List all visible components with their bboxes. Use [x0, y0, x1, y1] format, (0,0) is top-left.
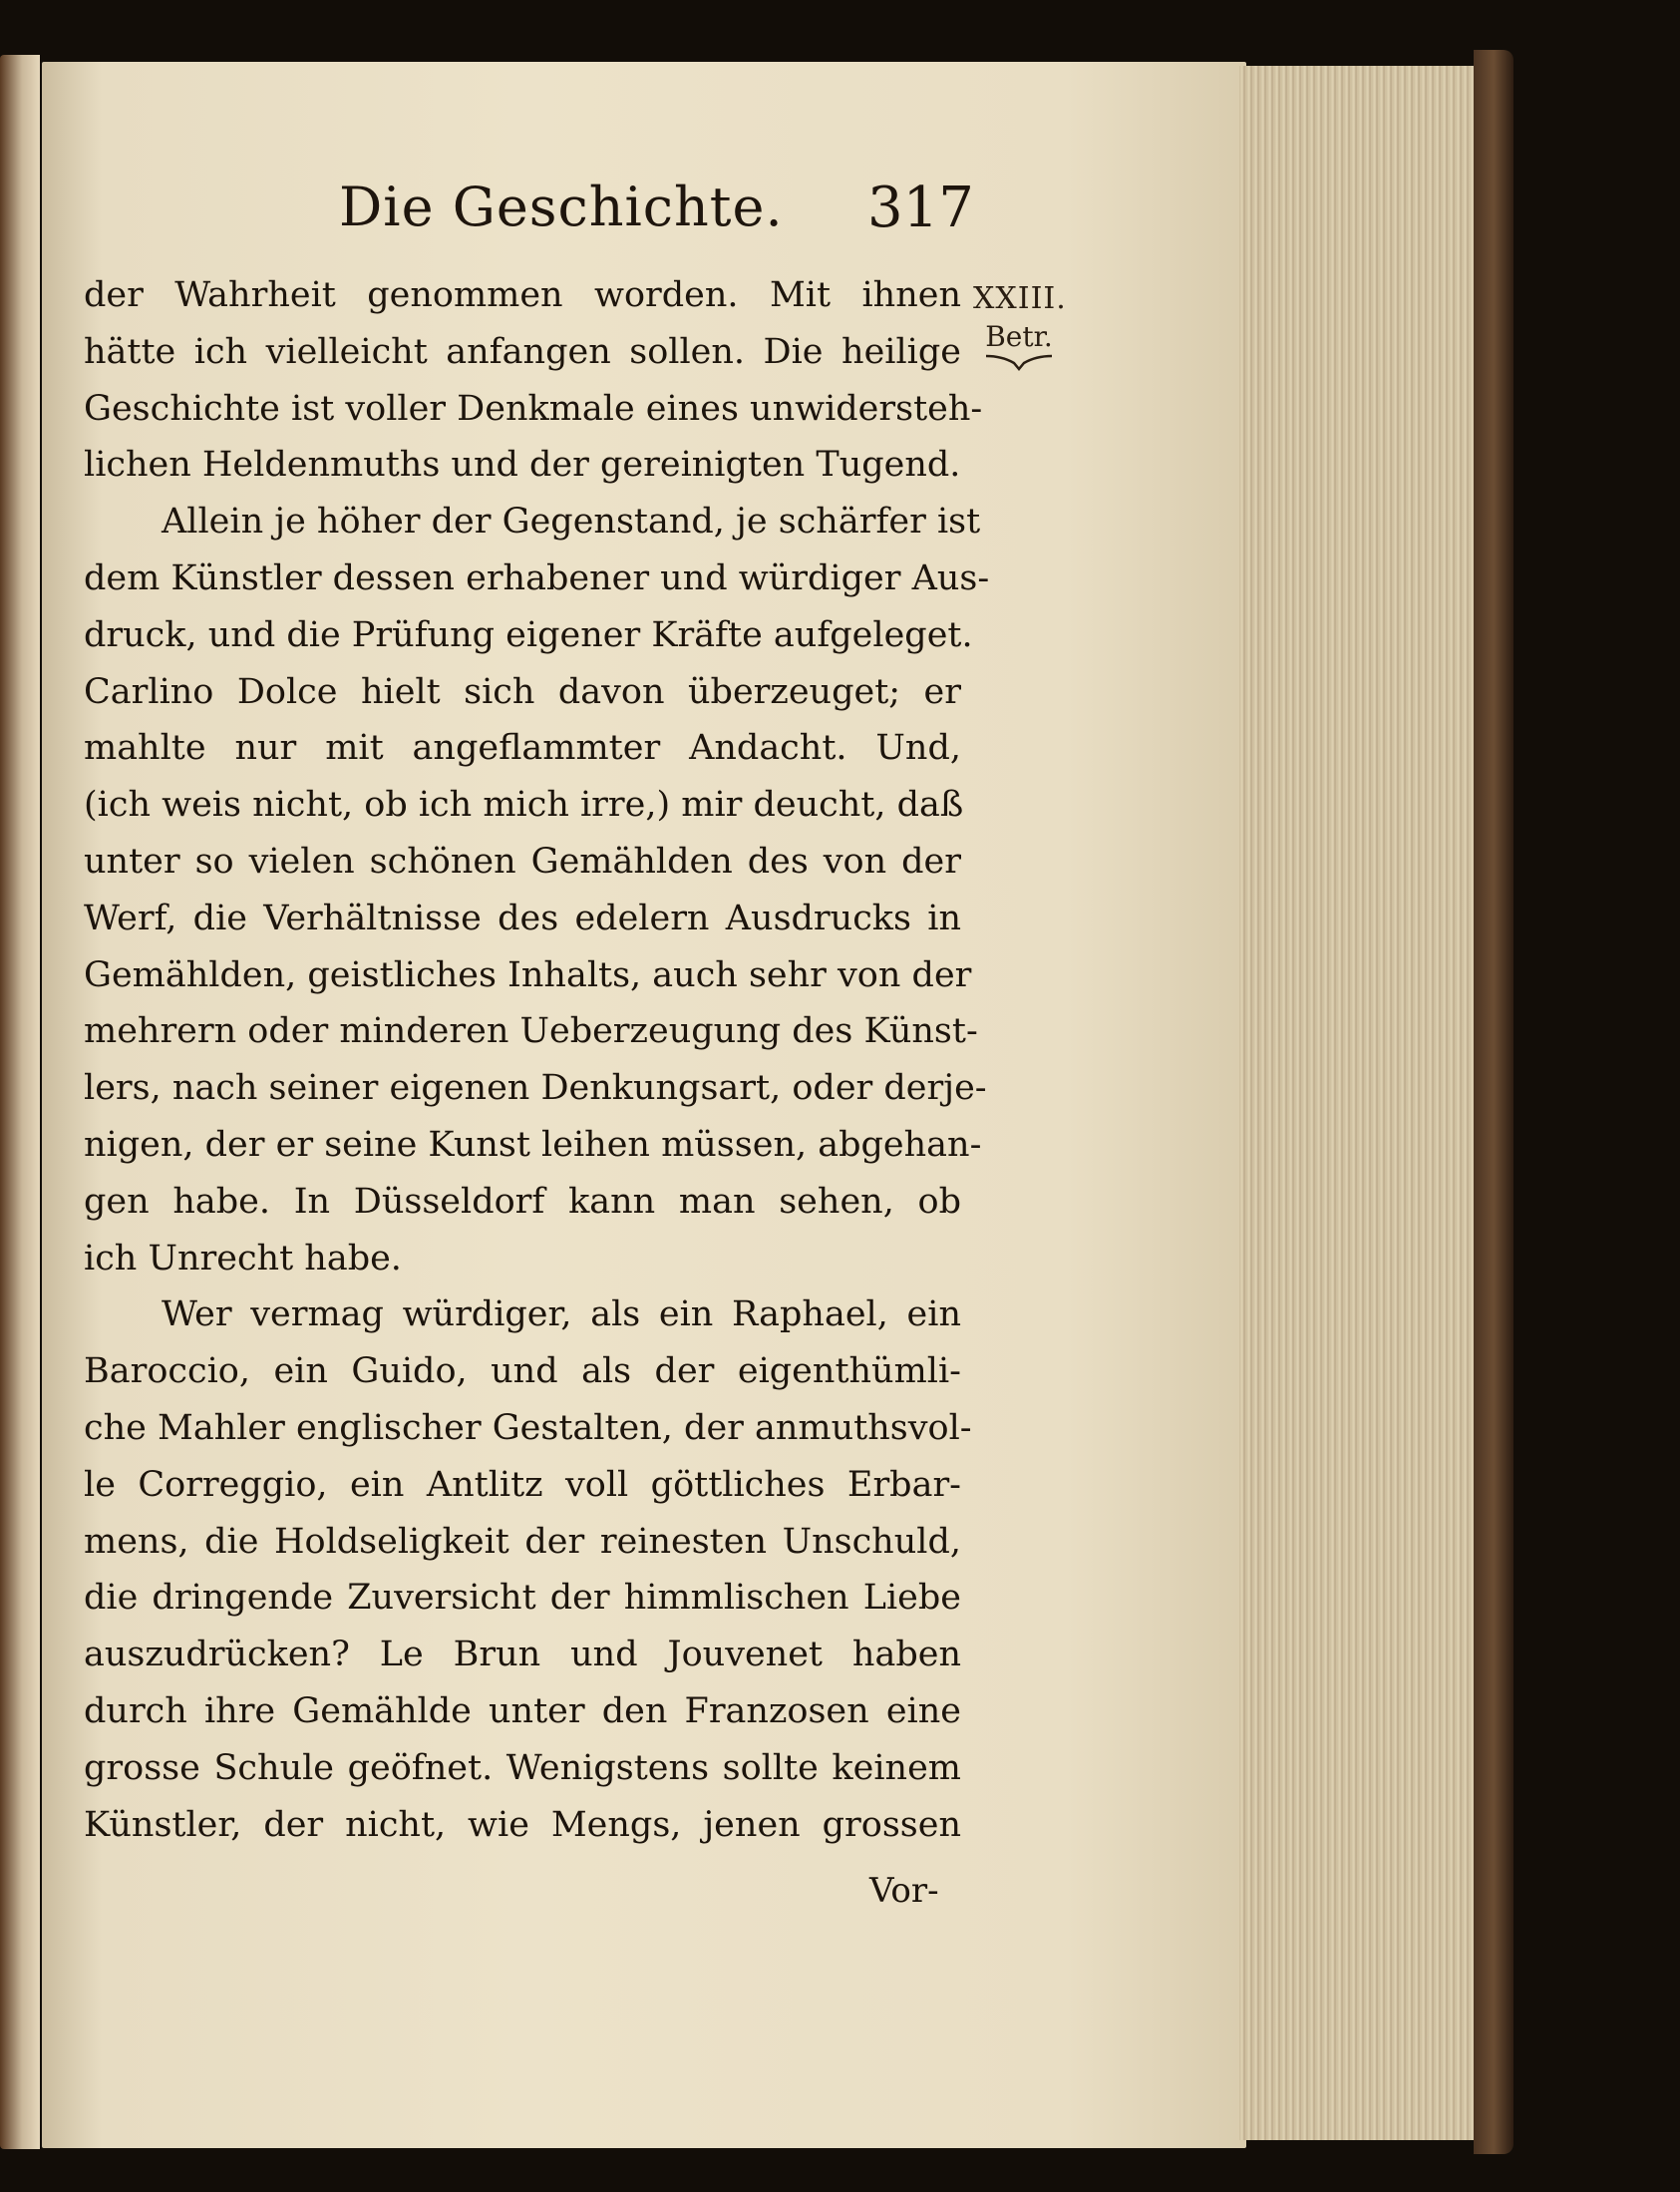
text-line: mens, die Holdseligkeit der reinesten Unschuld,: [84, 1521, 961, 1562]
page-number: 317: [867, 176, 974, 240]
page-block-edges: [1239, 66, 1485, 2140]
text-line: gen habe. In Düsseldorf kann man sehen, ob: [84, 1181, 961, 1222]
text-line: lichen Heldenmuths und der gereinigten Tugend.: [84, 445, 961, 486]
margin-note: [973, 281, 1065, 371]
margin-note-label: Betr.: [985, 320, 1053, 353]
book-cover-edge: [1474, 50, 1513, 2154]
text-line: ich Unrecht habe.: [84, 1238, 402, 1279]
text-line: grosse Schule geöfnet. Wenigstens sollte keinem: [84, 1747, 961, 1788]
text-line: le Correggio, ein Antlitz voll göttliches Erbar-: [84, 1464, 961, 1505]
previous-page-edge: [0, 55, 40, 2149]
brace-icon: [984, 353, 1054, 371]
text-line: druck, und die Prüfung eigener Kräfte aufgeleget.: [84, 614, 973, 655]
text-line: Allein je höher der Gegenstand, je schärfer ist: [162, 502, 981, 543]
text-line: Carlino Dolce hielt sich davon überzeuget; er: [84, 671, 961, 712]
text-line: dem Künstler dessen erhabener und würdiger Aus-: [84, 557, 990, 598]
text-line: Geschichte ist voller Denkmale eines unwidersteh-: [84, 388, 983, 429]
catchword: Vor-: [869, 1871, 939, 1911]
running-head: Die Geschichte.: [339, 176, 784, 238]
text-line: der Wahrheit genommen worden. Mit ihnen: [84, 275, 961, 315]
text-line: Gemählden, geistliches Inhalts, auch sehr von der: [84, 954, 972, 995]
text-line: durch ihre Gemählde unter den Franzosen eine: [84, 1690, 961, 1731]
text-line: die dringende Zuversicht der himmlischen Liebe: [84, 1578, 961, 1619]
text-line: auszudrücken? Le Brun und Jouvenet haben: [84, 1635, 961, 1675]
text-line: hätte ich vielleicht anfangen sollen. Die heilige: [84, 331, 961, 372]
text-line: Künstler, der nicht, wie Mengs, jenen grossen: [84, 1804, 961, 1845]
text-line: mehrern oder minderen Ueberzeugung des Künst-: [84, 1011, 978, 1052]
text-line: Werf, die Verhältnisse des edelern Ausdrucks in: [84, 898, 961, 938]
text-line: nigen, der er seine Kunst leihen müssen, abgehan-: [84, 1124, 982, 1165]
text-line: Wer vermag würdiger, als ein Raphael, ein: [162, 1294, 961, 1335]
text-line: unter so vielen schönen Gemählden des von der: [84, 841, 961, 882]
text-line: lers, nach seiner eigenen Denkungsart, oder derje-: [84, 1068, 987, 1109]
text-line: che Mahler englischer Gestalten, der anmuthsvol-: [84, 1407, 972, 1448]
text-line: (ich weis nicht, ob ich mich irre,) mir deucht, daß: [84, 785, 964, 826]
text-line: mahlte nur mit angeflammter Andacht. Und,: [84, 728, 961, 769]
body-text: [84, 267, 990, 1853]
text-line: Baroccio, ein Guido, und als der eigenthümli-: [84, 1351, 961, 1392]
margin-note-chapter: XXIII.: [973, 281, 1067, 316]
